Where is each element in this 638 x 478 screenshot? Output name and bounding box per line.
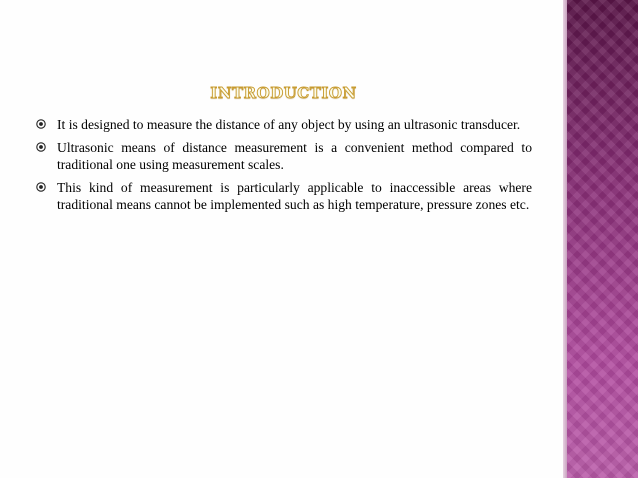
list-item bbox=[36, 139, 532, 174]
list-item bbox=[36, 179, 532, 214]
bullet-text: Ultrasonic means of distance measurement is a convenient method compared to traditional one using measurement scales. bbox=[57, 139, 532, 172]
circled-dot-bullet-icon bbox=[36, 119, 46, 129]
circled-dot-bullet-icon bbox=[36, 142, 46, 152]
circled-dot-bullet-icon bbox=[36, 182, 46, 192]
list-item bbox=[36, 116, 532, 134]
decorative-sidebar bbox=[567, 0, 638, 478]
bullet-list bbox=[36, 116, 532, 219]
slide-title: INTRODUCTION bbox=[210, 84, 357, 102]
bullet-text: It is designed to measure the distance of any object by using an ultrasonic transducer. bbox=[57, 117, 521, 132]
bullet-text: This kind of measurement is particularly applicable to inaccessible areas where traditional means cannot be implemented such as high temperature, pressure zones etc. bbox=[57, 179, 532, 212]
